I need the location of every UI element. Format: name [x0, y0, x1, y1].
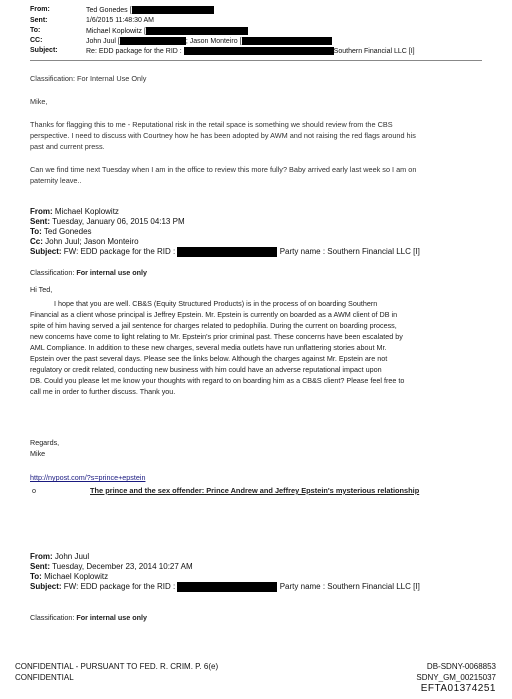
redaction-box: [132, 6, 214, 14]
classification-line: Classification: For internal use only: [30, 268, 148, 277]
to-label: To:: [30, 227, 42, 236]
cc-label: Cc:: [30, 237, 43, 246]
to-label: To:: [30, 572, 42, 581]
footer-bates-2: SDNY_GM_00215037: [416, 673, 496, 682]
from-label: From:: [30, 6, 50, 13]
subject-label: Subject:: [30, 582, 62, 592]
greeting: Hi Ted,: [30, 285, 53, 294]
signature: Mike: [30, 449, 46, 458]
subject-label: Subject:: [30, 47, 58, 54]
redaction-box: [146, 27, 248, 35]
from-label: From:: [30, 207, 53, 216]
from-label: From:: [30, 552, 53, 561]
footer-efta-number: EFTA01374251: [420, 683, 496, 694]
body-paragraph: I hope that you are well. CB&S (Equity Structured Products) is in the process of on boarding Southern Financial as a client whose principal is Jeffrey Epstein. Mr. Epstein is currently on boarded as a AWM client of DB in spite of him having served a jail sentence for charges related to pedophilia. During the current on boarding process, new concerns have come to light relating to Mr. Epstein's prior criminal past. These concerns have been escalated by AML Compliance. In addition to these new charges, several media outlets have run unflattering stories about Mr. Epstein over the past several days. Please see the links below. Although the charges against Mr. Epstein are not regulatory or credit related, conducting new business with him could have an adverse reputational impact upon DB. Could you please let me know your thoughts with regard to on boarding him as a CB&S client? Please feel free to call me in order to further discuss. Thank you.: [30, 299, 405, 396]
sent-label: Sent:: [30, 217, 50, 226]
subject-tail: Party name : Southern Financial LLC [I]: [279, 247, 420, 257]
cc-label: CC:: [30, 37, 43, 44]
subject-label: Subject:: [30, 247, 62, 257]
to-value: Ted Gonedes: [43, 227, 92, 236]
redaction-box: [242, 37, 332, 45]
from-value: John Juul: [54, 552, 90, 561]
sent-label: Sent:: [30, 17, 48, 24]
subject-value: FW: EDD package for the RID :: [63, 582, 176, 592]
classification-line: Classification: For internal use only: [30, 613, 148, 622]
classification-line: Classification: For Internal Use Only: [30, 74, 147, 83]
from-value: Michael Koplowitz: [54, 207, 119, 216]
bullet: o: [32, 486, 36, 495]
cc-value: John Juul; Jason Monteiro: [45, 237, 139, 246]
cc-value: John Juul [ ; Jason Monteiro [: [86, 37, 332, 45]
to-value: Michael Koplowitz: [44, 572, 109, 581]
subject-tail: Party name : Southern Financial LLC [I]: [279, 582, 420, 592]
to-label: To:: [30, 27, 41, 34]
redaction-box: [177, 247, 277, 257]
regards: Regards,: [30, 438, 60, 447]
subject-value: Re: EDD package for the RID : Southern Financial LLC [I]: [86, 47, 415, 55]
sent-label: Sent:: [30, 562, 50, 571]
redaction-box: [177, 582, 277, 592]
divider: [30, 60, 482, 61]
paragraph-1: Thanks for flagging this to me - Reputational risk in the retail space is something we should review from the CBS perspective. I need to discuss with Courtney how he has been adopted by AWM and not raising the red flags around his past and current press.: [30, 120, 416, 151]
sent-value: 1/6/2015 11:48:30 AM: [86, 17, 154, 24]
article-link[interactable]: The prince and the sex offender: Prince Andrew and Jeffrey Epstein's mysterious relationship: [90, 486, 420, 495]
subject-value: FW: EDD package for the RID :: [63, 247, 176, 257]
footer-confidential-notice: CONFIDENTIAL - PURSUANT TO FED. R. CRIM. P. 6(e): [15, 662, 219, 671]
sent-value: Tuesday, January 06, 2015 04:13 PM: [52, 217, 185, 226]
to-value: Michael Koplowitz [: [86, 27, 248, 35]
sent-value: Tuesday, December 23, 2014 10:27 AM: [52, 562, 193, 571]
greeting: Mike,: [30, 97, 48, 106]
from-value: Ted Gonedes [: [86, 6, 214, 14]
redaction-box: [120, 37, 186, 45]
nypost-link[interactable]: http://nypost.com/?s=prince+epstein: [30, 473, 146, 482]
redaction-box: [184, 47, 334, 55]
footer-confidential: CONFIDENTIAL: [15, 673, 74, 682]
paragraph-2: Can we find time next Tuesday when I am in the office to review this more fully? Baby arrived early last week so I am on paternity leave..: [30, 165, 417, 185]
footer-bates-1: DB-SDNY-0068853: [426, 662, 496, 671]
